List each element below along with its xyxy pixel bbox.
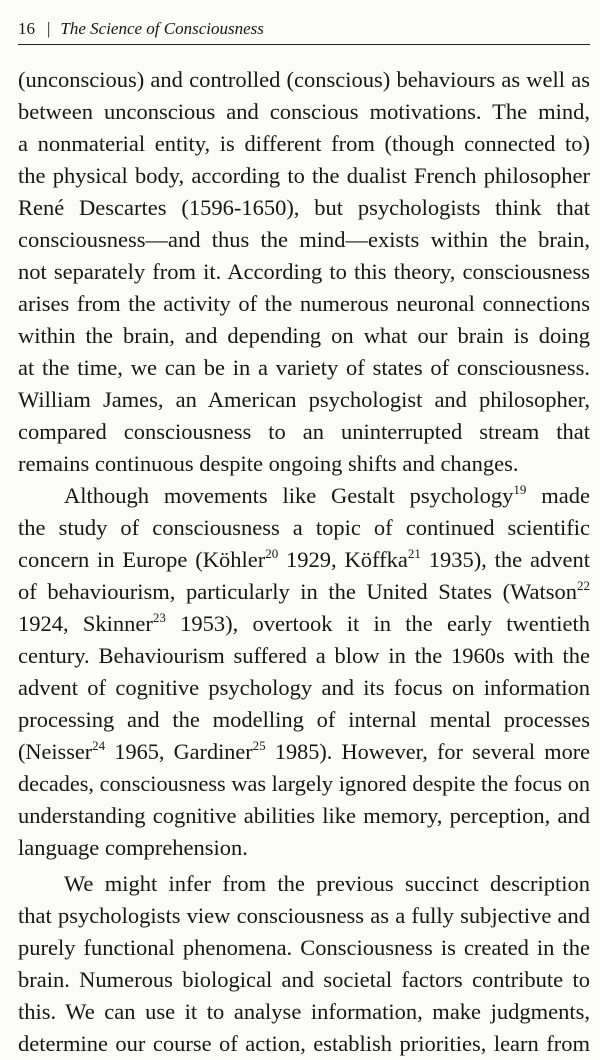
text-line (18, 608, 590, 640)
text-line: language comprehension. (18, 835, 248, 860)
text-line: at the time, we can be in a variety of states of consciousness. (18, 355, 590, 380)
text-line: (unconscious) and controlled (conscious) behaviours as well as (18, 67, 590, 92)
text-line: advent of cognitive psychology and its focus on information (18, 675, 590, 700)
text-run: 1935), the advent (420, 547, 590, 572)
text-line: within the brain, and depending on what our brain is doing (18, 323, 590, 348)
footnote-ref: 21 (407, 545, 421, 561)
text-run: 1965, Gardiner (105, 739, 253, 764)
text-line: decades, consciousness was largely ignored despite the focus on (18, 771, 590, 796)
text-line: purely functional phenomena. Consciousness is created in the (18, 935, 590, 960)
footnote-ref: 24 (92, 737, 106, 753)
text-line: consciousness—and thus the mind—exists within the brain, (18, 227, 590, 252)
footnote-ref: 22 (577, 577, 590, 593)
text-line (18, 736, 590, 768)
footnote-ref: 23 (152, 609, 166, 625)
text-line: William James, an American psychologist and philosopher, (18, 387, 590, 412)
text-line: this. We can use it to analyse information, make judgments, (18, 999, 590, 1024)
running-title: The Science of Consciousness (60, 19, 264, 38)
footnote-ref: 20 (265, 545, 279, 561)
text-line: remains continuous despite ongoing shifts and changes. (18, 451, 519, 476)
text-line (64, 480, 590, 512)
running-header (18, 18, 590, 45)
text-line (18, 544, 590, 576)
text-run: 1929, Köffka (278, 547, 408, 572)
text-line: between unconscious and conscious motivations. The mind, (18, 99, 590, 124)
text-run: made (526, 483, 590, 508)
footnote-ref: 25 (252, 737, 266, 753)
text-line: processing and the modelling of internal mental processes (18, 707, 590, 732)
text-line: a nonmaterial entity, is different from (though connected to) (18, 131, 590, 156)
text-line: the physical body, according to the dualist French philosopher (18, 163, 590, 188)
header-separator: | (47, 19, 51, 38)
text-line: We might infer from the previous succinct description (64, 871, 590, 896)
text-run: 1924, Skinner (18, 611, 153, 636)
text-line: René Descartes (1596-1650), but psychologists think that (18, 195, 590, 220)
text-line: determine our course of action, establish priorities, learn from (18, 1031, 590, 1056)
text-line (18, 576, 590, 608)
text-run: 1985). However, for several more (265, 739, 590, 764)
text-line: not separately from it. According to this theory, consciousness (18, 259, 590, 284)
text-run: of behaviourism, particularly in the United States (Watson (18, 579, 577, 604)
text-run: (Neisser (18, 739, 93, 764)
text-run: Although movements like Gestalt psychology (64, 483, 514, 508)
text-line: arises from the activity of the numerous neuronal connections (18, 291, 590, 316)
footnote-ref: 19 (513, 481, 527, 497)
text-line: understanding cognitive abilities like memory, perception, and (18, 803, 590, 828)
page-number: 16 (18, 19, 35, 38)
text-line: brain. Numerous biological and societal factors contribute to (18, 967, 590, 992)
text-run: 1953), overtook it in the early twentieth (165, 611, 590, 636)
text-run: concern in Europe (Köhler (18, 547, 266, 572)
text-line: compared consciousness to an uninterrupted stream that (18, 419, 590, 444)
text-line: the study of consciousness a topic of continued scientific (18, 515, 590, 540)
text-line: that psychologists view consciousness as a fully subjective and (18, 903, 590, 928)
text-line: century. Behaviourism suffered a blow in the 1960s with the (18, 643, 590, 668)
